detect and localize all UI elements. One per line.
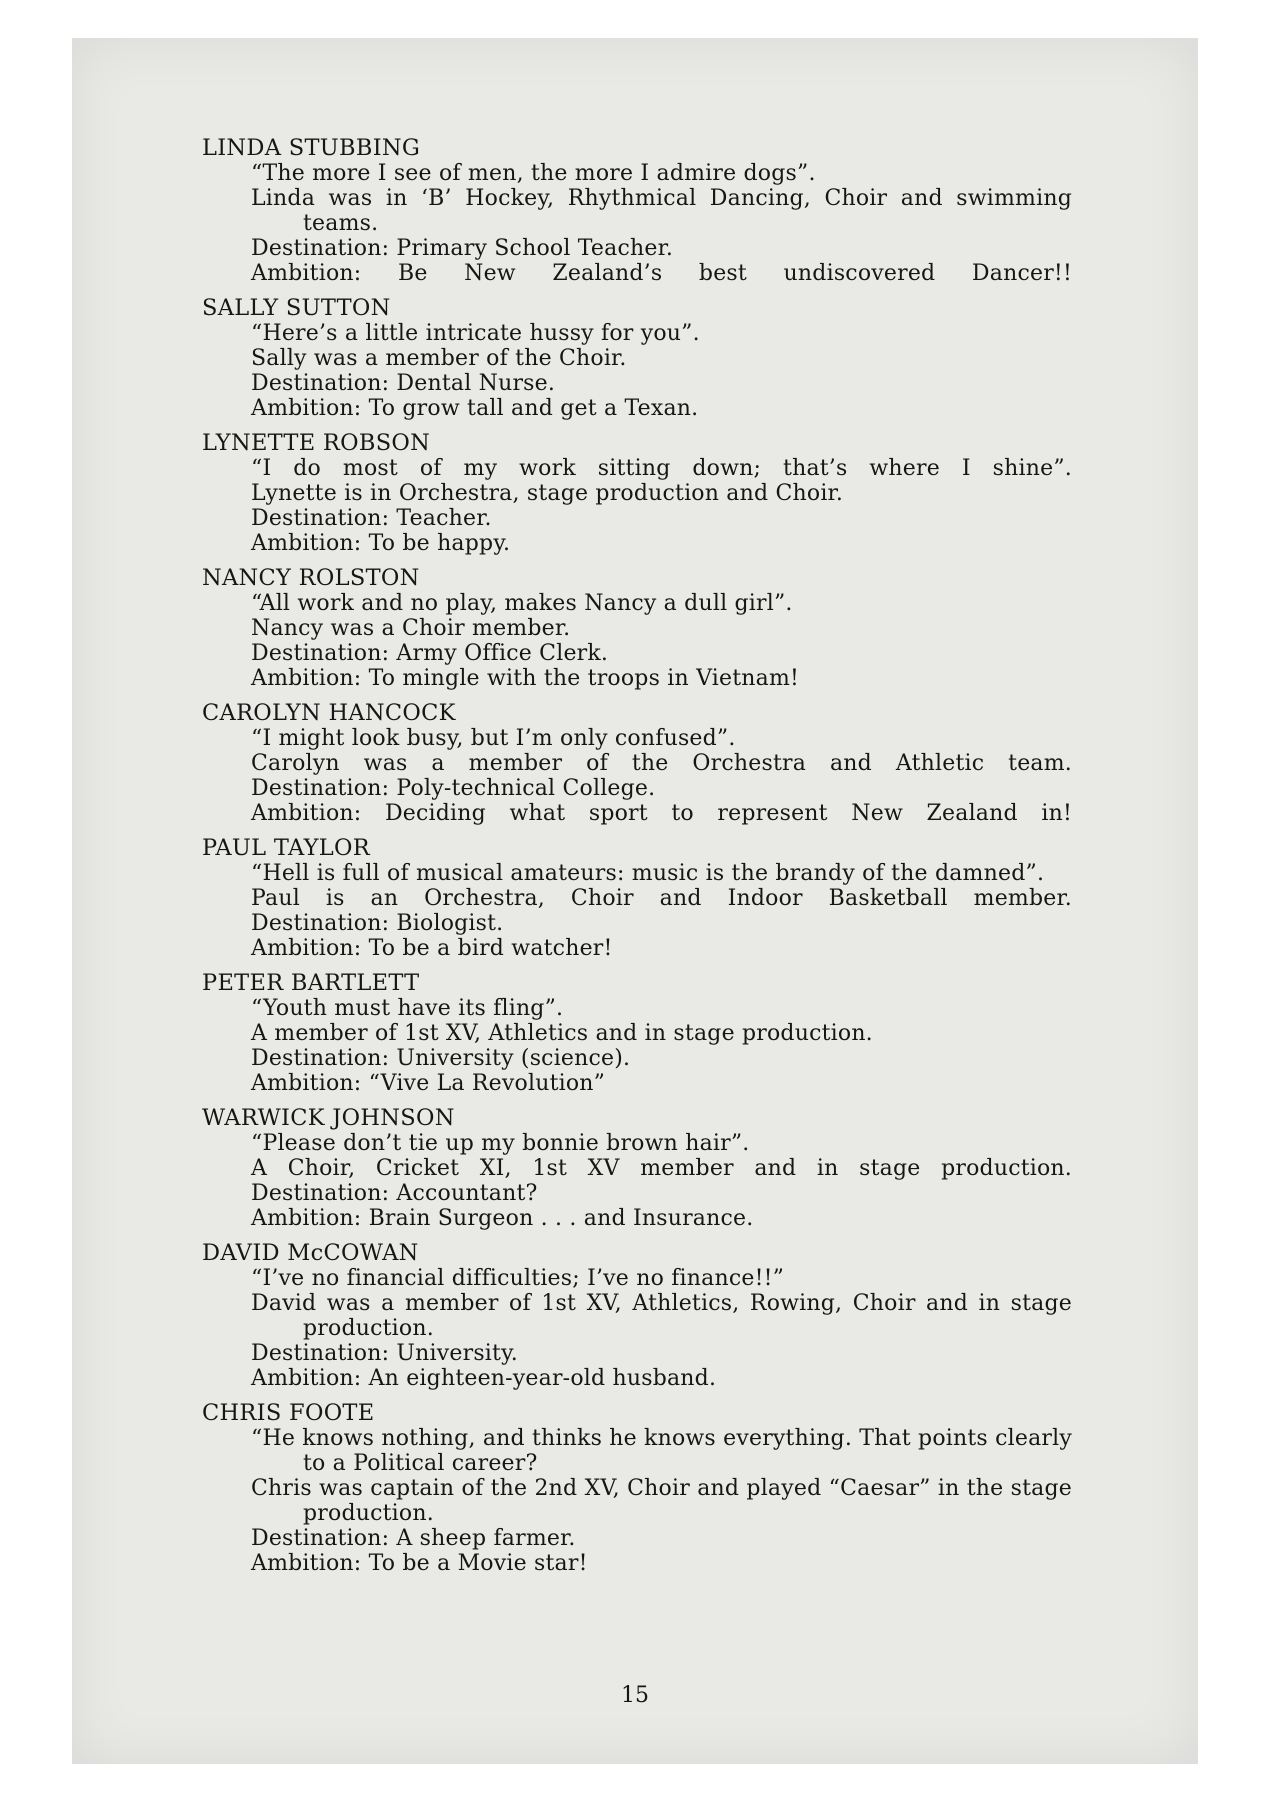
entry-name: WARWICK JOHNSON (202, 1105, 455, 1131)
entry-destination: Destination: Primary School Teacher. (251, 236, 674, 261)
entry (202, 566, 1072, 691)
entry-name: CHRIS FOOTE (202, 1400, 375, 1426)
entry-activities: A member of 1st XV, Athletics and in stage production. (251, 1021, 873, 1046)
entry-activities: Carolyn was a member of the Orchestra and Athletic team. (251, 751, 1072, 776)
entry-ambition: Ambition: Be New Zealand’s best undiscovered Dancer!! (251, 261, 1072, 286)
entry-ambition: Ambition: “Vive La Revolution” (251, 1071, 606, 1096)
entry (202, 701, 1072, 826)
entry-activities: Sally was a member of the Choir. (251, 346, 627, 371)
entry-destination: Destination: Teacher. (251, 506, 492, 531)
entry-quote: “I do most of my work sitting down; that’s where I shine”. (251, 456, 1072, 481)
entry-list (202, 136, 1072, 1586)
entry-activities: Linda was in ‘B’ Hockey, Rhythmical Dancing, Choir and swimming teams. (251, 186, 1072, 236)
entry-name: NANCY ROLSTON (202, 565, 420, 591)
entry-destination: Destination: Army Office Clerk. (251, 641, 609, 666)
entry-destination: Destination: Accountant? (251, 1181, 538, 1206)
entry (202, 136, 1072, 286)
entry (202, 1241, 1072, 1391)
entry-activities: Chris was captain of the 2nd XV, Choir and played “Caesar” in the stage production. (251, 1476, 1072, 1526)
entry-name: CAROLYN HANCOCK (202, 700, 456, 726)
entry (202, 971, 1072, 1096)
entry-name: LYNETTE ROBSON (202, 430, 431, 456)
entry-activities: Paul is an Orchestra, Choir and Indoor Basketball member. (251, 886, 1072, 911)
entry (202, 431, 1072, 556)
page (72, 38, 1198, 1764)
entry-ambition: Ambition: To mingle with the troops in Vietnam! (251, 666, 800, 691)
entry-name: DAVID McCOWAN (202, 1240, 419, 1266)
page-number: 15 (621, 1683, 649, 1708)
entry-name: PETER BARTLETT (202, 970, 420, 996)
entry-ambition: Ambition: To be a Movie star! (251, 1551, 588, 1576)
entry-activities: Lynette is in Orchestra, stage production and Choir. (251, 481, 844, 506)
entry-destination: Destination: Poly-technical College. (251, 776, 656, 801)
entry-quote: “Here’s a little intricate hussy for you”. (251, 321, 700, 346)
entry-destination: Destination: University. (251, 1341, 518, 1366)
entry-activities: Nancy was a Choir member. (251, 616, 571, 641)
entry-name: SALLY SUTTON (202, 295, 391, 321)
entry-quote: “Please don’t tie up my bonnie brown hair”. (251, 1131, 750, 1156)
entry-ambition: Ambition: To be happy. (251, 531, 511, 556)
entry-ambition: Ambition: To be a bird watcher! (251, 936, 613, 961)
entry-destination: Destination: A sheep farmer. (251, 1526, 576, 1551)
entry (202, 296, 1072, 421)
entry-destination: Destination: University (science). (251, 1046, 631, 1071)
entry-quote: “I’ve no financial difficulties; I’ve no finance!!” (251, 1266, 785, 1291)
entry-quote: “The more I see of men, the more I admire dogs”. (251, 161, 816, 186)
entry-ambition: Ambition: Brain Surgeon . . . and Insurance. (251, 1206, 754, 1231)
entry-ambition: Ambition: Deciding what sport to represent New Zealand in! (251, 801, 1072, 826)
entry-quote: “I might look busy, but I’m only confused”. (251, 726, 736, 751)
entry-ambition: Ambition: To grow tall and get a Texan. (251, 396, 699, 421)
entry-quote: “Youth must have its fling”. (251, 996, 564, 1021)
entry-ambition: Ambition: An eighteen-year-old husband. (251, 1366, 717, 1391)
entry-quote: “He knows nothing, and thinks he knows everything. That points clearly to a Political career? (251, 1426, 1072, 1476)
entry-activities: David was a member of 1st XV, Athletics, Rowing, Choir and in stage production. (251, 1291, 1072, 1341)
entry (202, 836, 1072, 961)
entry-quote: “Hell is full of musical amateurs: music is the brandy of the damned”. (251, 861, 1045, 886)
entry-destination: Destination: Dental Nurse. (251, 371, 556, 396)
entry-name: LINDA STUBBING (202, 135, 421, 161)
entry-destination: Destination: Biologist. (251, 911, 504, 936)
entry-name: PAUL TAYLOR (202, 835, 370, 861)
entry (202, 1401, 1072, 1576)
entry-activities: A Choir, Cricket XI, 1st XV member and in stage production. (251, 1156, 1072, 1181)
entry (202, 1106, 1072, 1231)
entry-quote: “All work and no play, makes Nancy a dull girl”. (251, 591, 793, 616)
